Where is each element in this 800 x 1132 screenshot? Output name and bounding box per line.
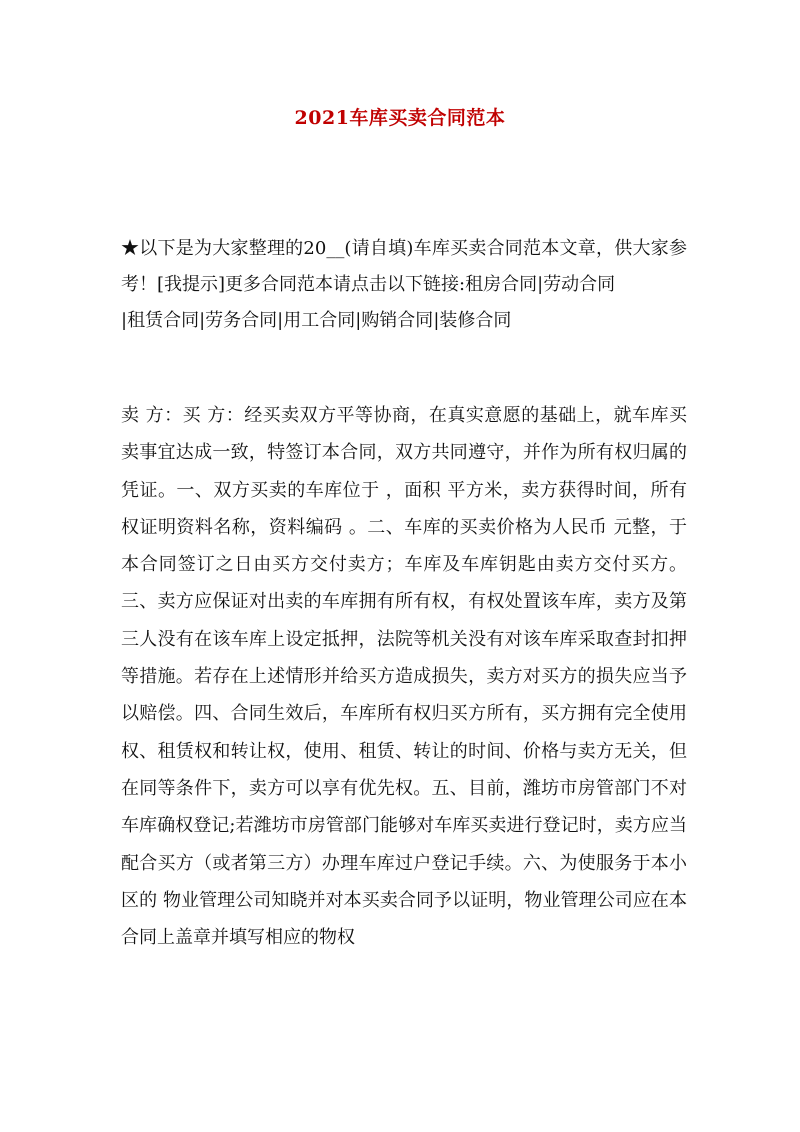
link-renovation-contract[interactable]: 装修合同 bbox=[439, 310, 512, 331]
link-rental-contract[interactable]: 租房合同 bbox=[465, 274, 538, 295]
link-purchase-contract[interactable]: 购销合同 bbox=[361, 310, 434, 331]
link-labor-contract[interactable]: 劳动合同 bbox=[543, 274, 616, 295]
link-lease-contract[interactable]: 租赁合同 bbox=[127, 310, 200, 331]
link-service-contract[interactable]: 劳务合同 bbox=[205, 310, 278, 331]
document-title: 2021车库买卖合同范本 bbox=[294, 107, 506, 129]
link-employment-contract[interactable]: 用工合同 bbox=[283, 310, 356, 331]
intro-paragraph: ★以下是为大家整理的20__(请自填)车库买卖合同范本文章，供大家参考！[我提示]更多合同范本请点击以下链接:租房合同|劳动合同 |租赁合同|劳务合同|用工合同|购销合同|装修合同 bbox=[121, 238, 687, 331]
contract-body: 卖 方：买 方：经买卖双方平等协商，在真实意愿的基础上，就车库买卖事宜达成一致，特签订本合同，双方共同遵守，并作为所有权归属的凭证。一、双方买卖的车库位于 ，面积 平方米，卖方获得时间，所有权证明资料名称，资料编码 。二、车库的买卖价格为人民币 元整，于本合同签订之日由买方交付卖方；车库及车库钥匙由卖方交付买方。三、卖方应保证对出卖的车库拥有所有权，有权处置该车库，卖方及第三人没有在该车库上设定抵押，法院等机关没有对该车库采取查封扣押等措施。若存在上述情形并给买方造成损失，卖方对买方的损失应当予以赔偿。四、合同生效后，车库所有权归买方所有，买方拥有完全使用权、租赁权和转让权，使用、租赁、转让的时间、价格与卖方无关，但在同等条件下，卖方可以享有优先权。五、目前，潍坊市房管部门不对车库确权登记;若潍坊市房管部门能够对车库买卖进行登记时，卖方应当配合买方（或者第三方）办理车库过户登记手续。六、为使服务于本小区的 物业管理公司知晓并对本买卖合同予以证明，物业管理公司应在本合同上盖章并填写相应的物权 bbox=[121, 405, 687, 949]
intro-lead: ★以下是为大家整理的20__(请自填)车库买卖合同范本文章，供大家参考！[我提示]更多合同范本请点击以下链接: bbox=[121, 238, 687, 295]
